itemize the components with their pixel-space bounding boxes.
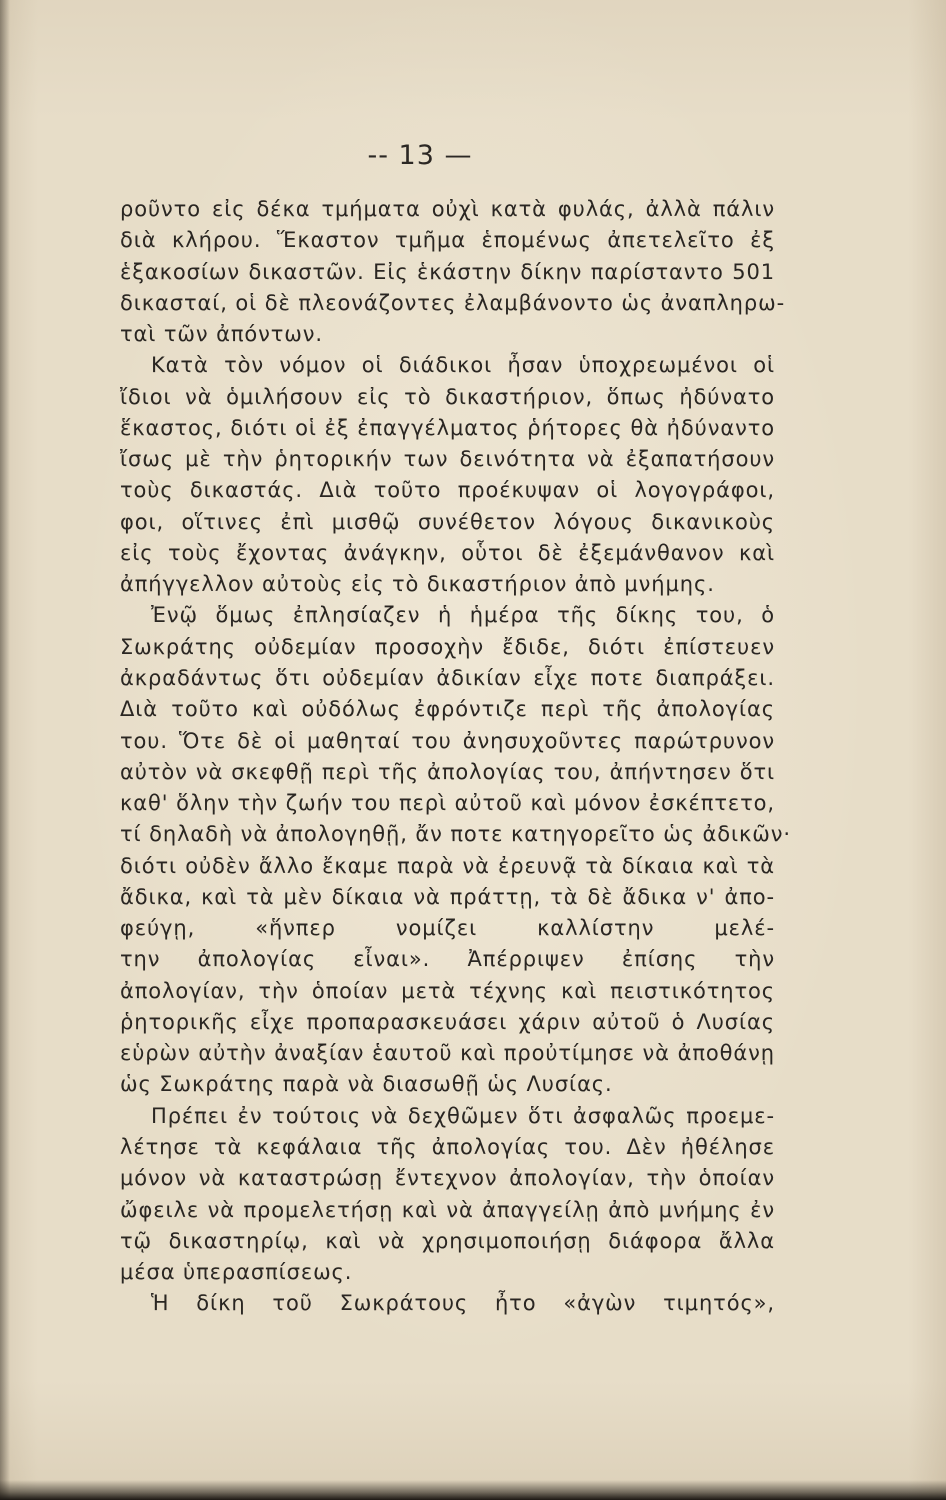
text-line: μέσα ὑπερασπίσεως. (120, 1260, 353, 1285)
text-line: φοι, οἵτινες ἐπὶ μισθῷ συνέθετον λόγους δικανικοὺς (120, 509, 775, 534)
text-line: διὰ κλήρου. Ἕκαστον τμῆμα ἑπομένως ἀπετελεῖτο ἐξ (120, 228, 775, 253)
text-line: ἄδικα, καὶ τὰ μὲν δίκαια νὰ πράττῃ, τὰ δὲ ἄδικα ν' ἀπο- (120, 884, 775, 909)
text-line: φεύγῃ, «ἥνπερ νομίζει καλλίστην μελέ- (120, 916, 775, 941)
text-line: λέτησε τὰ κεφάλαια τῆς ἀπολογίας του. Δὲν ἠθέλησε (120, 1134, 775, 1159)
text-line: ἕκαστος, διότι οἱ ἐξ ἐπαγγέλματος ῥήτορες θὰ ἠδύναντο (120, 415, 775, 440)
binding-shadow (0, 0, 10, 1500)
text-line: καθ' ὅλην τὴν ζωήν του περὶ αὐτοῦ καὶ μόνον ἐσκέπτετο, (120, 791, 775, 816)
text-line: ἴσως μὲ τὴν ῥητορικήν των δεινότητα νὰ ἐξαπατήσουν (120, 447, 775, 472)
text-line: εὑρὼν αὐτὴν ἀναξίαν ἑαυτοῦ καὶ προὐτίμησε νὰ ἀποθάνῃ (120, 1041, 775, 1066)
text-line: Πρέπει ἐν τούτοις νὰ δεχθῶμεν ὅτι ἀσφαλῶς προεμε- (151, 1103, 775, 1128)
page-bottom-edge (0, 1480, 946, 1500)
text-line: ὤφειλε νὰ προμελετήσῃ καὶ νὰ ἀπαγγείλῃ ἀπὸ μνήμης ἐν (120, 1197, 775, 1222)
text-line: ὡς Σωκράτης παρὰ νὰ διασωθῇ ὡς Λυσίας. (120, 1072, 613, 1097)
text-line: διότι οὐδὲν ἄλλο ἔκαμε παρὰ νὰ ἐρευνᾷ τὰ δίκαια καὶ τὰ (120, 853, 775, 878)
text-line: τοὺς δικαστάς. Διὰ τοῦτο προέκυψαν οἱ λογογράφοι, (120, 478, 775, 503)
text-line: του. Ὅτε δὲ οἱ μαθηταί του ἀνησυχοῦντες παρώτρυνον (120, 728, 775, 753)
text-line: ροῦντο εἰς δέκα τμήματα οὐχὶ κατὰ φυλάς, ἀλλὰ πάλιν (120, 197, 775, 221)
text-line: εἰς τοὺς ἔχοντας ἀνάγκην, οὗτοι δὲ ἐξεμάνθανον καὶ (120, 540, 775, 565)
text-line: ῥητορικῆς εἶχε προπαρασκευάσει χάριν αὐτοῦ ὁ Λυσίας (120, 1009, 775, 1034)
page-number: -- 13 — (367, 140, 473, 171)
text-line: Ἐνῷ ὅμως ἐπλησίαζεν ἡ ἡμέρα τῆς δίκης του, ὁ (151, 603, 775, 628)
text-line: Διὰ τοῦτο καὶ οὐδόλως ἐφρόντιζε περὶ τῆς ἀπολογίας (120, 697, 775, 722)
text-line: τί δηλαδὴ νὰ ἀπολογηθῇ, ἄν ποτε κατηγορεῖτο ὡς ἀδικῶν· (120, 822, 791, 847)
text-line: ταὶ τῶν ἀπόντων. (120, 322, 323, 347)
text-line: ἴδιοι νὰ ὁμιλήσουν εἰς τὸ δικαστήριον, ὅπως ἠδύνατο (120, 384, 775, 409)
text-line: ἀπήγγελλον αὐτοὺς εἰς τὸ δικαστήριον ἀπὸ μνήμης. (120, 572, 715, 597)
text-line: Σωκράτης οὐδεμίαν προσοχὴν ἔδιδε, διότι ἐπίστευεν (120, 634, 775, 659)
body-text (120, 194, 791, 1320)
text-line: την ἀπολογίας εἶναι». Ἀπέρριψεν ἐπίσης τὴν (120, 947, 775, 972)
text-line: ἑξακοσίων δικαστῶν. Εἰς ἑκάστην δίκην παρίσταντο 501 (120, 259, 775, 284)
text-line: ἀπολογίαν, τὴν ὁποίαν μετὰ τέχνης καὶ πειστικότητος (120, 978, 775, 1003)
text-line: ἀκραδάντως ὅτι οὐδεμίαν ἀδικίαν εἶχε ποτε διαπράξει. (120, 665, 775, 690)
text-line: τῷ δικαστηρίῳ, καὶ νὰ χρησιμοποιήσῃ διάφορα ἄλλα (120, 1228, 775, 1253)
text-line: Ἡ δίκη τοῦ Σωκράτους ἦτο «ἀγὼν τιμητός», (151, 1291, 775, 1316)
text-line: αὐτὸν νὰ σκεφθῇ περὶ τῆς ἀπολογίας του, ἀπήντησεν ὅτι (120, 759, 775, 784)
text-line: Κατὰ τὸν νόμον οἱ διάδικοι ἦσαν ὑποχρεωμένοι οἱ (151, 353, 775, 378)
text-line: μόνον νὰ καταστρώσῃ ἔντεχνον ἀπολογίαν, τὴν ὁποίαν (120, 1166, 775, 1191)
text-line: δικασταί, οἱ δὲ πλεονάζοντες ἐλαμβάνοντο ὡς ἀναπληρω- (120, 290, 786, 315)
